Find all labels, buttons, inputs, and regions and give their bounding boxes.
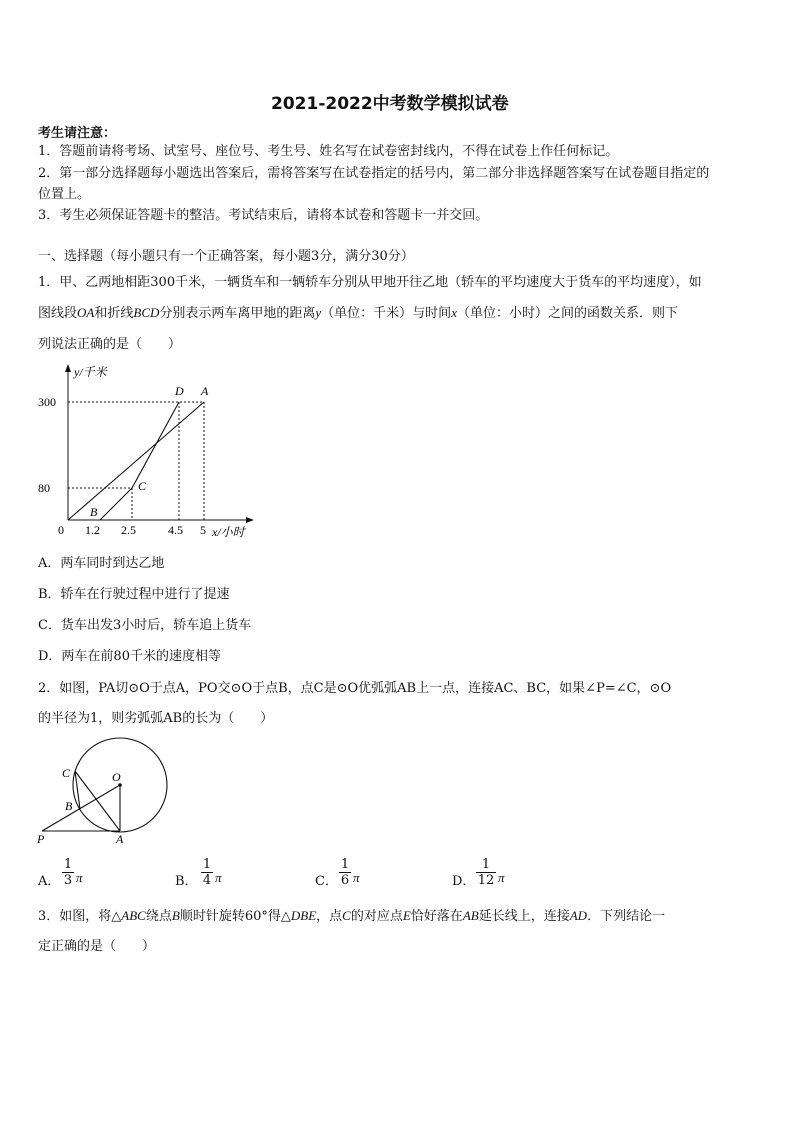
segment-po <box>42 785 120 831</box>
point-label-b: B <box>90 505 98 519</box>
q1-option-a: A．两车同时到达乙地 <box>38 556 165 571</box>
q1-graph <box>34 358 274 542</box>
q2-figure <box>34 735 174 847</box>
x-tick-1-2: 1.2 <box>85 523 100 537</box>
q1-text: （单位：小时）之间的函数关系．则下 <box>456 306 678 321</box>
q3-text: 的对应点 <box>350 909 403 924</box>
point-label-c: C <box>138 479 147 493</box>
q1-text: 图线段 <box>38 306 78 321</box>
q2-option-a-fraction <box>62 857 74 888</box>
q1-option-d: D．两车在前80千米的速度相等 <box>38 649 221 664</box>
q3-triangle-abc: ABC <box>121 908 146 923</box>
x-tick-2-5: 2.5 <box>121 523 136 537</box>
q1-polyline-bcd: BCD <box>133 305 160 320</box>
segment-oa <box>68 402 204 520</box>
q3-text: ．下列结论一 <box>587 909 666 924</box>
x-axis-label: x/小时 <box>212 525 245 539</box>
q3-text: 恰好落在 <box>410 909 463 924</box>
x-tick-0: 0 <box>58 523 64 537</box>
section-heading: 一、选择题（每小题只有一个正确答案，每小题3分，满分30分） <box>38 249 414 264</box>
polyline-bcd <box>100 402 179 520</box>
point-label-d: D <box>175 384 184 398</box>
q3-segment-ad: AD <box>569 908 588 923</box>
label-p: P <box>37 832 45 846</box>
q3-line2: 定正确的是（ ） <box>38 939 156 954</box>
denominator: 3 <box>63 873 73 888</box>
x-axis-arrow <box>246 517 254 523</box>
q2-option-b-fraction <box>201 857 213 888</box>
y-axis-label: y/千米 <box>74 365 107 379</box>
q2-option-c-letter: C． <box>315 874 338 889</box>
q3-triangle-dbe: DBE <box>290 908 317 923</box>
point-label-a: A <box>201 384 209 398</box>
y-axis-arrow <box>65 364 71 372</box>
pi-symbol: π <box>498 870 505 885</box>
q3-text: ，点 <box>316 909 343 924</box>
q3-text: 3．如图，将△ <box>38 909 122 924</box>
numerator: 1 <box>63 857 73 872</box>
page-title: 2021-2022中考数学模拟试卷 <box>271 94 509 114</box>
y-tick-300: 300 <box>38 395 56 409</box>
q1-var-x: x <box>451 305 457 320</box>
q3-point-e: E <box>402 908 411 923</box>
label-a: A <box>116 832 124 846</box>
notice-item-1: 1．答题前请将考场、试室号、座位号、考生号、姓名写在试卷密封线内，不得在试卷上作任何标记。 <box>38 144 619 159</box>
q3-point-b: B <box>171 908 180 923</box>
q3-point-c: C <box>342 908 351 923</box>
notice-heading: 考生请注意： <box>38 126 117 141</box>
q1-option-b: B．轿车在行驶过程中进行了提速 <box>38 587 230 602</box>
q2-option-c-fraction <box>339 857 351 888</box>
numerator: 1 <box>340 857 350 872</box>
q1-line3: 列说法正确的是（ ） <box>38 337 182 352</box>
q3-text: 绕点 <box>145 909 172 924</box>
notice-item-2-cont: 位置上。 <box>38 187 91 202</box>
y-tick-80: 80 <box>38 481 50 495</box>
q2-line1: 2．如图，PA切⊙O于点A，PO交⊙O于点B，点C是⊙O优弧弧AB上一点，连接AC、BC，如果∠P=∠C，⊙O <box>38 681 672 696</box>
numerator: 1 <box>202 857 212 872</box>
q1-segment-oa: OA <box>77 305 95 320</box>
label-c: C <box>62 766 71 780</box>
q2-option-d-fraction <box>476 857 496 888</box>
numerator: 1 <box>476 857 496 873</box>
x-tick-4-5: 4.5 <box>168 523 183 537</box>
pi-symbol: π <box>353 870 360 885</box>
q1-text: （单位：千米）与时间 <box>321 306 452 321</box>
q1-text: 分别表示两车离甲地的距离 <box>159 306 316 321</box>
q1-line1: 1．甲、乙两地相距300千米，一辆货车和一辆轿车分别从甲地开往乙地（轿车的平均速度大于货车的平均速度），如 <box>38 275 702 290</box>
label-b: B <box>65 799 73 813</box>
q3-line1 <box>38 905 665 924</box>
pi-symbol: π <box>215 870 222 885</box>
q1-option-c: C．货车出发3小时后，轿车追上货车 <box>38 618 252 633</box>
pi-symbol: π <box>76 870 83 885</box>
q3-text: 顺时针旋转60°得△ <box>179 909 291 924</box>
q1-text: 和折线 <box>94 306 134 321</box>
denominator: 6 <box>340 873 350 888</box>
notice-item-2: 2．第一部分选择题每小题选出答案后，需将答案写在试卷指定的括号内，第二部分非选择题答案写在试卷题目指定的 <box>38 166 710 181</box>
q2-line2: 的半径为1，则劣弧弧AB的长为（ ） <box>38 711 274 726</box>
q1-var-y: y <box>315 305 322 320</box>
q1-line2 <box>38 302 678 321</box>
label-o: O <box>112 770 121 784</box>
q3-text: 延长线上，连接 <box>478 909 570 924</box>
denominator: 4 <box>202 873 212 888</box>
notice-item-3: 3．考生必须保证答题卡的整洁。考试结束后，请将本试卷和答题卡一并交回。 <box>38 208 489 223</box>
q2-option-a-letter: A． <box>38 874 61 889</box>
q3-line-ab: AB <box>462 908 479 923</box>
q2-option-b-letter: B． <box>175 874 198 889</box>
denominator: 12 <box>477 873 495 888</box>
q2-option-d-letter: D． <box>452 874 476 889</box>
x-tick-5: 5 <box>200 523 206 537</box>
